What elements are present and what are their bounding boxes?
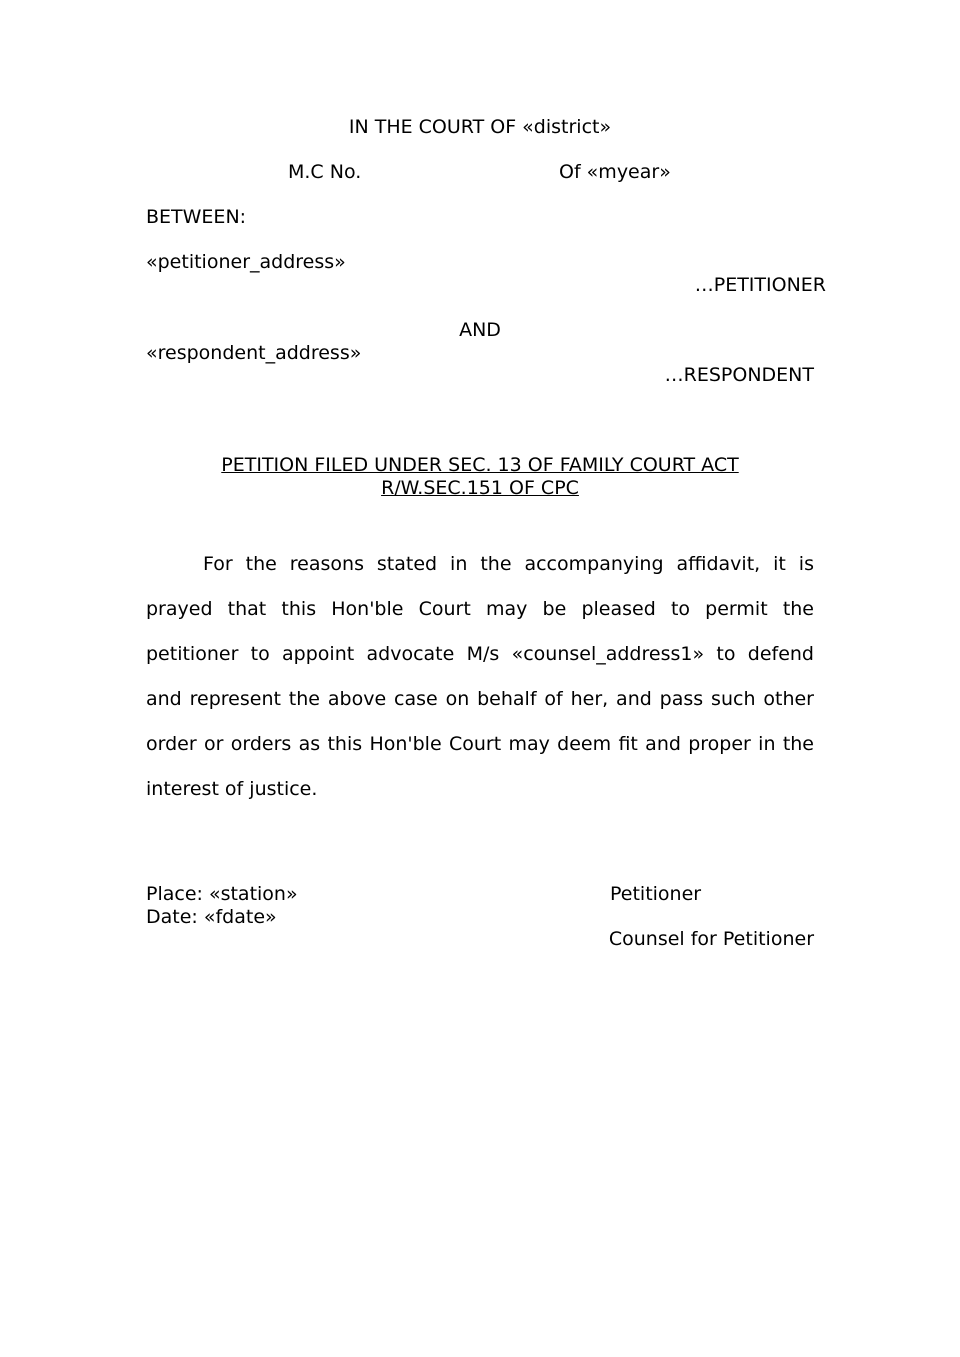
petition-title-line2 xyxy=(0,477,960,500)
counsel-signature: Counsel for Petitioner xyxy=(608,928,814,950)
petitioner-address: «petitioner_address» xyxy=(146,251,346,273)
paragraph-line: petitioner to appoint advocate M/s «counsel_address1» to defend xyxy=(146,643,814,665)
petition-title-text2: R/W.SEC.151 OF CPC xyxy=(381,477,579,499)
petitioner-role: …PETITIONER xyxy=(694,274,826,296)
paragraph-line: and represent the above case on behalf of her, and pass such other xyxy=(146,688,814,710)
petition-title-line1 xyxy=(0,454,960,477)
paragraph-line: interest of justice. xyxy=(146,778,318,800)
between-label: BETWEEN: xyxy=(146,206,247,228)
court-heading: IN THE COURT OF «district» xyxy=(348,116,612,138)
paragraph-line: For the reasons stated in the accompanying affidavit, it is xyxy=(203,553,814,575)
place-field: Place: «station» xyxy=(146,883,298,905)
paragraph-line: order or orders as this Hon'ble Court may deem fit and proper in the xyxy=(146,733,814,755)
petitioner-signature: Petitioner xyxy=(610,883,702,905)
petition-title-text1: PETITION FILED UNDER SEC. 13 OF FAMILY COURT ACT xyxy=(221,454,739,476)
respondent-role: …RESPONDENT xyxy=(664,364,814,386)
paragraph-line: prayed that this Hon'ble Court may be pleased to permit the xyxy=(146,598,814,620)
case-year-label: Of «myear» xyxy=(559,161,671,183)
mc-number-label: M.C No. xyxy=(288,161,362,183)
prayer-paragraph xyxy=(146,542,814,812)
date-field: Date: «fdate» xyxy=(146,906,277,928)
respondent-address: «respondent_address» xyxy=(146,342,362,364)
and-label: AND xyxy=(459,319,501,341)
